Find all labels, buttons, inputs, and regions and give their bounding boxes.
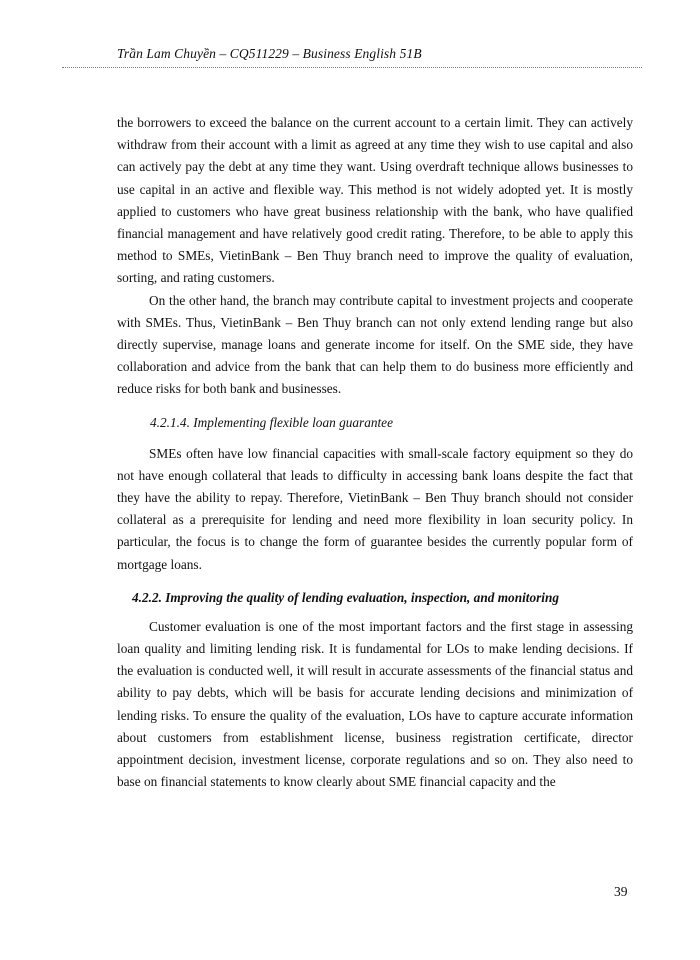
paragraph-overdraft: the borrowers to exceed the balance on the current account to a certain limit. They can actively withdraw from their account with a limit as agreed at any time they wish to use capital and also can actively pay the debt at any time they want. Using overdraft technique allows businesses to use capital in an active and flexible way. This method is not widely adopted yet. It is mostly applied to customers who have great business relationship with the bank, who have qualified financial management and have relatively good credit rating. Therefore, to be able to apply this method to SMEs, VietinBank – Ben Thuy branch need to improve the quality of evaluation, sorting, and rating customers.	[117, 115, 633, 286]
paragraph-customer-evaluation: Customer evaluation is one of the most important factors and the first stage in assessing loan quality and limiting lending risk. It is fundamental for LOs to make lending decisions. If the evaluation is conducted well, it will result in accurate assessments of the financial status and ability to pay debts, which will be basis for accurate lending decisions and minimization of lending risks. To ensure the quality of the evaluation, LOs have to capture accurate information about customers from establishment license, business registration certificate, director appointment decision, investment license, corporate regulations and so on. They also need to base on financial statements to know clearly about SME financial capacity and the	[117, 618, 633, 790]
page-body	[117, 112, 633, 793]
section-heading-lending-evaluation: 4.2.2. Improving the quality of lending evaluation, inspection, and monitoring	[132, 589, 560, 605]
paragraph-capital-contribution: On the other hand, the branch may contribute capital to investment projects and cooperate with SMEs. Thus, VietinBank – Ben Thuy branch can not only extend lending range but also directly supervise, manage loans and generate income for itself. On the SME side, they have collaboration and advice from the bank that can help them to do business more efficiently and reduce risks for both bank and businesses.	[117, 292, 633, 397]
page-number: 39	[614, 884, 628, 899]
running-header: Trần Lam Chuyền – CQ511229 – Business English 51B	[117, 46, 422, 61]
paragraph-collateral: SMEs often have low financial capacities with small-scale factory equipment so they do not have enough collateral that leads to difficulty in accessing bank loans despite the fact that they have the ability to repay. Therefore, VietinBank – Ben Thuy branch should not consider collateral as a prerequisite for lending and need more flexibility in loan security policy. In particular, the focus is to change the form of guarantee besides the currently popular form of mortgage loans.	[117, 445, 633, 572]
header-divider	[62, 67, 642, 68]
subheading-flexible-loan-guarantee: 4.2.1.4. Implementing flexible loan guarantee	[150, 414, 393, 430]
